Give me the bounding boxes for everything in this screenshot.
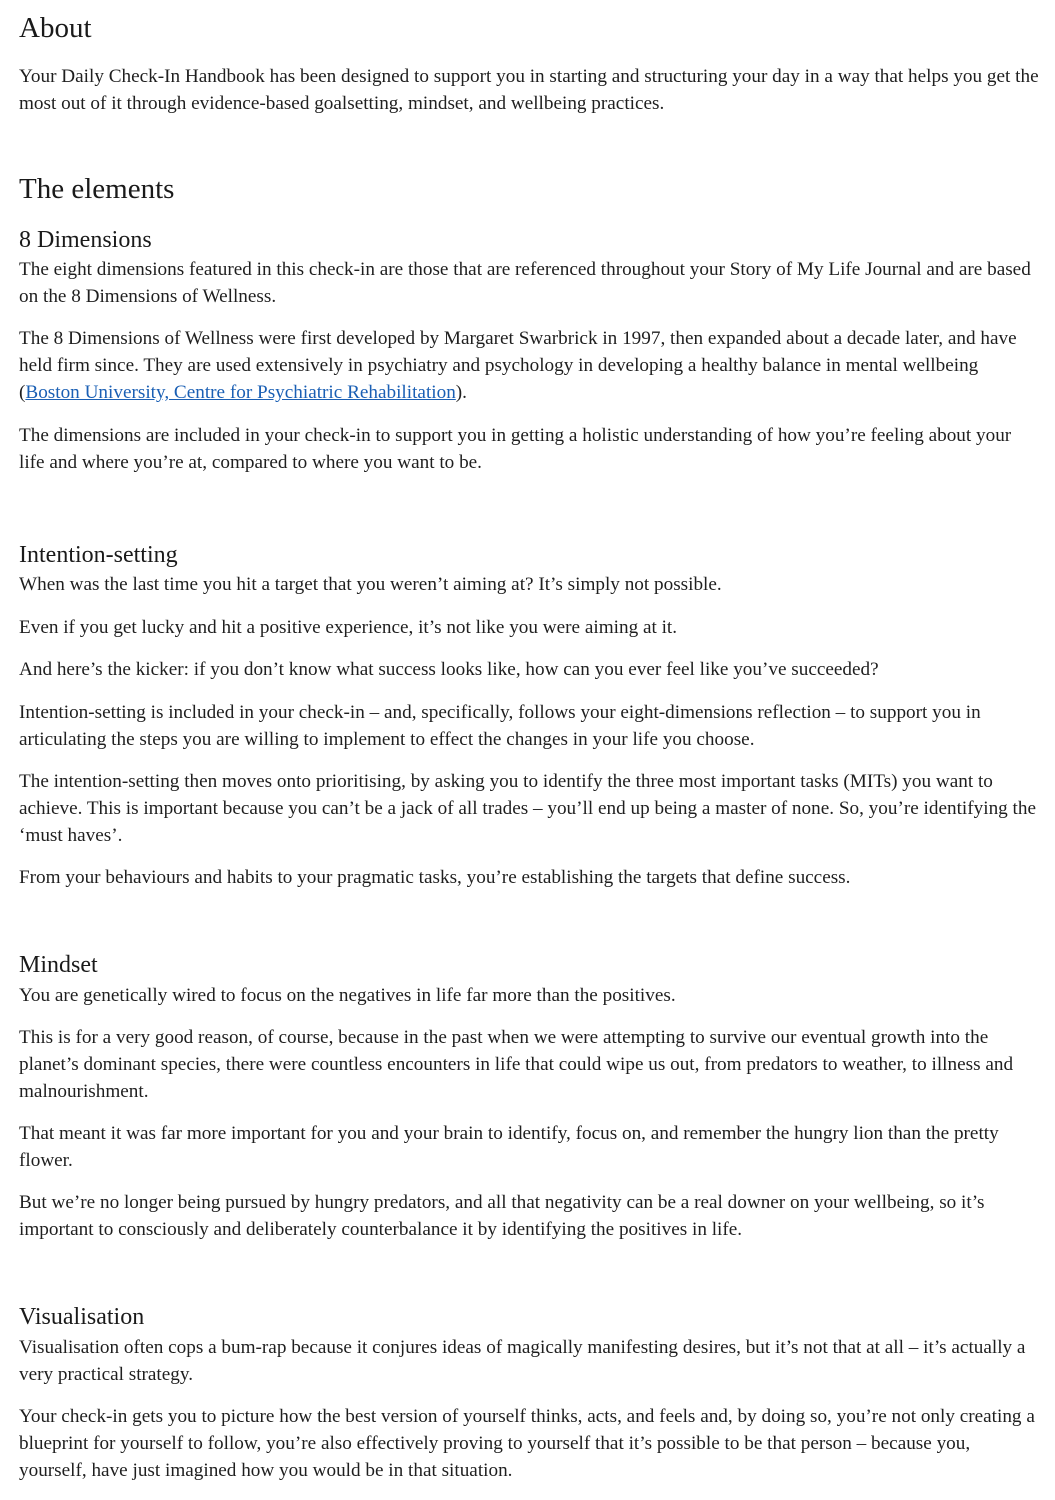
intention-paragraph-4: Intention-setting is included in your check-in – and, specifically, follows your eight-dimensions reflection – to support you in articulating the steps you are willing to implement to effect the changes in your life you choose. [19, 702, 981, 750]
dimensions-p2-end: ). [455, 382, 467, 403]
visualisation-paragraph-2: Your check-in gets you to picture how the best version of yourself thinks, acts, and feels and, by doing so, you’re not only creating a blueprint for yourself to follow, you’re also effectively proving to yourself that it’s possible to be that person – because you, yourself, have just imagined how you would be in that situation. [19, 1406, 1035, 1481]
about-paragraph: Your Daily Check-In Handbook has been designed to support you in starting and structuring your day in a way that helps you get the most out of it through evidence-based goalsetting, mindset, and wellbeing practices. [19, 66, 1039, 114]
intention-paragraph-1: When was the last time you hit a target that you weren’t aiming at? It’s simply not possible. [19, 574, 722, 595]
dimensions-paragraph-2 [19, 325, 1041, 406]
intention-paragraph-6: From your behaviours and habits to your pragmatic tasks, you’re establishing the targets that define success. [19, 867, 851, 888]
dimensions-heading: 8 Dimensions [19, 227, 152, 253]
dimensions-p2-text: The 8 Dimensions of Wellness were first developed by Margaret Swarbrick in 1997, then expanded about a decade later, and have held firm since. They are used extensively in psychiatry and psychology in developing a healthy balance in mental wellbeing ( [19, 328, 1017, 403]
mindset-paragraph-2: This is for a very good reason, of course, because in the past when we were attempting to survive our eventual growth into the planet’s dominant species, there were countless encounters in life that could wipe us out, from predators to weather, to illness and malnourishment. [19, 1027, 1014, 1102]
mindset-heading: Mindset [19, 952, 98, 978]
dimensions-paragraph-3: The dimensions are included in your check-in to support you in getting a holistic understanding of how you’re feeling about your life and where you’re at, compared to where you want to be. [19, 425, 1012, 473]
intention-paragraph-3: And here’s the kicker: if you don’t know what success looks like, how can you ever feel like you’ve succeeded? [19, 659, 879, 680]
mindset-paragraph-1: You are genetically wired to focus on the negatives in life far more than the positives. [19, 985, 676, 1006]
boston-university-link[interactable]: Boston University, Centre for Psychiatric Rehabilitation [25, 382, 456, 403]
mindset-paragraph-3: That meant it was far more important for you and your brain to identify, focus on, and remember the hungry lion than the pretty flower. [19, 1123, 999, 1171]
visualisation-paragraph-1: Visualisation often cops a bum-rap because it conjures ideas of magically manifesting desires, but it’s not that at all – it’s actually a very practical strategy. [19, 1337, 1026, 1385]
visualisation-heading: Visualisation [19, 1304, 145, 1330]
mindset-paragraph-4: But we’re no longer being pursued by hungry predators, and all that negativity can be a real downer on your wellbeing, so it’s important to consciously and deliberately counterbalance it by identifying the positives in life. [19, 1192, 985, 1240]
intention-paragraph-5: The intention-setting then moves onto prioritising, by asking you to identify the three most important tasks (MITs) you want to achieve. This is important because you can’t be a jack of all trades – you’ll end up being a master of none. So, you’re identifying the ‘must haves’. [19, 771, 1036, 846]
intention-paragraph-2: Even if you get lucky and hit a positive experience, it’s not like you were aiming at it. [19, 617, 678, 638]
intention-heading: Intention-setting [19, 542, 178, 568]
dimensions-paragraph-1: The eight dimensions featured in this check-in are those that are referenced throughout your Story of My Life Journal and are based on the 8 Dimensions of Wellness. [19, 259, 1031, 307]
about-heading: About [19, 12, 92, 44]
elements-heading: The elements [19, 173, 175, 205]
